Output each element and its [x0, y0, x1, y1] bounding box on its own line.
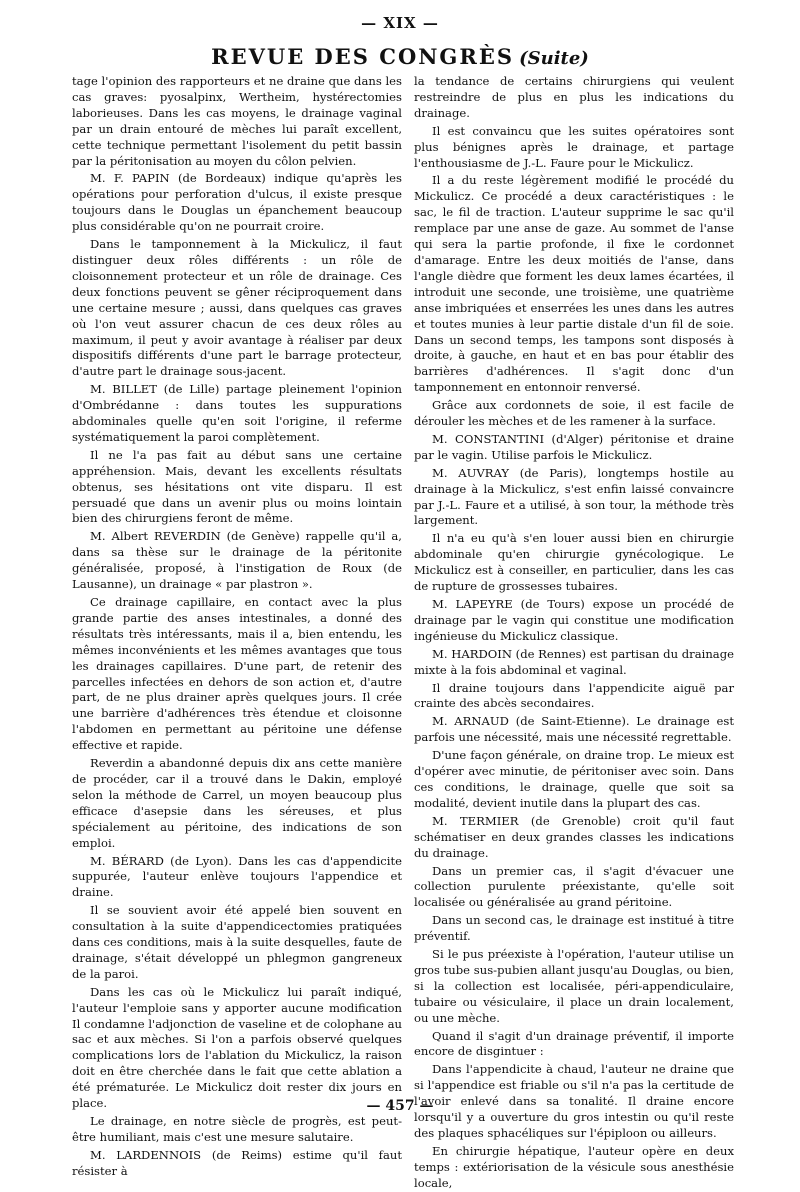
- paragraph: Ce drainage capillaire, en contact avec la plus grande partie des anses intestinales, a donné des résultats très intéressants, mais il a, bien entendu, les mêmes inconvénients et les mêmes avantages que tous les drainages capillaires. D'une part, de retenir des parcelles infectées en dehors de son action et, d'autre part, de ne plus drainer après quelques jours. Il crée une barrière d'adhérences très étendue et cloisonne l'abdomen en permettant au péritoine une défense effective et rapide.: [72, 595, 402, 753]
- paragraph: M. BÉRARD (de Lyon). Dans les cas d'appendicite suppurée, l'auteur enlève toujours l'appendice et draine.: [72, 853, 402, 900]
- paragraph: M. AUVRAY (de Paris), longtemps hostile au drainage à la Mickulicz, s'est enfin laissé convaincre par J.-L. Faure et a utilisé, à son tour, la méthode très largement.: [414, 465, 734, 528]
- paragraph: En chirurgie hépatique, l'auteur opère en deux temps : extériorisation de la vésicule sous anesthésie locale,: [414, 1143, 734, 1190]
- paragraph: Il a du reste légèrement modifié le procédé du Mickulicz. Ce procédé a deux caractéristiques : le sac, le fil de traction. L'auteur supprime le sac qu'il remplace par une anse de gaze. Au sommet de l'anse qui sera la partie profonde, il fixe le cordonnet d'amarage. Entre les deux moitiés de l'anse, dans l'angle dièdre que forment les deux lames écartées, il introduit une seconde, une troisième, une quatrième anse imbriquées et enserrées les unes dans les autres et toutes munies à leur partie distale d'un fil de soie. Dans un second temps, les tampons sont disposés à droite, à gauche, en haut et en bas pour établir des barrières d'adhérences. Il s'agit donc d'un tamponnement en entonnoir renversé.: [414, 173, 734, 395]
- paragraph: Le drainage, en notre siècle de progrès, est peut-être humiliant, mais c'est une mesure salutaire.: [72, 1114, 402, 1144]
- left-column: [72, 74, 402, 1180]
- right-column: [414, 74, 734, 1192]
- paragraph: M. LAPEYRE (de Tours) expose un procédé de drainage par le vagin qui constitue une modification ingénieuse du Mickulicz classique.: [414, 597, 734, 643]
- paragraph: M. CONSTANTINI (d'Alger) péritonise et draine par le vagin. Utilise parfois le Mickulicz.: [414, 431, 734, 462]
- paragraph: Dans les cas où le Mickulicz lui paraît indiqué, l'auteur l'emploie sans y apporter aucune modification Il condamne l'adjonction de vaseline et de colophane au sac et aux mèches. Si l'on a parfois observé quelques complications lors de l'ablation du Mickulicz, la raison doit en être cherchée dans le fait que cette ablation a été prématurée. Le Mickulicz doit rester dix jours en place.: [72, 984, 402, 1111]
- paragraph: M. HARDOIN (de Rennes) est partisan du drainage mixte à la fois abdominal et vaginal.: [414, 646, 734, 677]
- paragraph: tage l'opinion des rapporteurs et ne draine que dans les cas graves: pyosalpinx, Wertheim, hystérectomies laborieuses. Dans les cas moyens, le drainage vaginal par un drain entouré de mèches lui paraît excellent, cette technique permettant l'isolement du petit bassin par la péritonisation au moyen du côlon pelvien.: [72, 74, 402, 168]
- paragraph: Dans un second cas, le drainage est institué à titre préventif.: [414, 913, 734, 944]
- journal-title-main: REVUE DES CONGRÈS: [211, 44, 514, 69]
- paragraph: M. F. PAPIN (de Bordeaux) indique qu'après les opérations pour perforation d'ulcus, il existe presque toujours dans le Douglas un épanchement beaucoup plus considérable qu'on ne pourrait croire.: [72, 171, 402, 234]
- paragraph: M. ARNAUD (de Saint-Etienne). Le drainage est parfois une nécessité, mais une nécessité regrettable.: [414, 714, 734, 745]
- paragraph: Il est convaincu que les suites opératoires sont plus bénignes après le drainage, et partage l'enthousiasme de J.-L. Faure pour le Mickulicz.: [414, 123, 734, 170]
- journal-title-subtitle: (Suite): [519, 48, 589, 69]
- paragraph: Il n'a eu qu'à s'en louer aussi bien en chirurgie abdominale qu'en chirurgie gynécologique. Le Mickulicz est à conseiller, en particulier, dans les cas de rupture de grossesses tubaires.: [414, 531, 734, 594]
- paragraph: M. LARDENNOIS (de Reims) estime qu'il faut résister à: [72, 1147, 402, 1178]
- journal-title: [0, 44, 800, 69]
- paragraph: Dans un premier cas, il s'agit d'évacuer une collection purulente préexistante, qu'elle soit localisée ou généralisée au grand péritoine.: [414, 863, 734, 910]
- page-folio: — XIX —: [361, 14, 439, 32]
- page-number: — 457 —: [366, 1098, 434, 1114]
- paragraph: Il draine toujours dans l'appendicite aiguë par crainte des abcès secondaires.: [414, 680, 734, 711]
- paragraph: M. TERMIER (de Grenoble) croit qu'il faut schématiser en deux grandes classes les indications du drainage.: [414, 813, 734, 860]
- paragraph: M. BILLET (de Lille) partage pleinement l'opinion d'Ombrédanne : dans toutes les suppurations abdominales quelle qu'en soit l'origine, il referme systématiquement la paroi complètement.: [72, 382, 402, 444]
- paragraph: M. Albert REVERDIN (de Genève) rappelle qu'il a, dans sa thèse sur le drainage de la péritonite généralisée, proposé, à l'instigation de Roux (de Lausanne), un drainage « par plastron ».: [72, 529, 402, 592]
- paragraph: Il ne l'a pas fait au début sans une certaine appréhension. Mais, devant les excellents résultats obtenus, ses hésitations ont vite disparu. Il est persuadé que dans un avenir plus ou moins lointain bien des chirurgiens feront de même.: [72, 447, 402, 526]
- paragraph: Quand il s'agit d'un drainage préventif, il importe encore de disgintuer :: [414, 1028, 734, 1059]
- paragraph: D'une façon générale, on draine trop. Le mieux est d'opérer avec minutie, de péritoniser avec soin. Dans ces conditions, le drainage, quelle que soit sa modalité, devient inutile dans la plupart des cas.: [414, 748, 734, 810]
- paragraph: Grâce aux cordonnets de soie, il est facile de dérouler les mèches et de les ramener à la surface.: [414, 398, 734, 429]
- paragraph: Si le pus préexiste à l'opération, l'auteur utilise un gros tube sus-pubien allant jusqu'au Douglas, ou bien, si la collection est localisée, péri-appendiculaire, tubaire ou vésiculaire, il place un drain localement, ou une mèche.: [414, 947, 734, 1025]
- paragraph: Reverdin a abandonné depuis dix ans cette manière de procéder, car il a trouvé dans le Dakin, employé selon la méthode de Carrel, un moyen beaucoup plus efficace d'asepsie dans les séreuses, et plus spécialement au péritoine, des indications de son emploi.: [72, 756, 402, 850]
- paragraph: Dans le tamponnement à la Mickulicz, il faut distinguer deux rôles différents : un rôle de cloisonnement protecteur et un rôle de drainage. Ces deux fonctions peuvent se gêner réciproquement dans une certaine mesure ; aussi, dans quelques cas graves où l'on veut assurer chacun de ces deux rôles au maximum, il peut y avoir avantage à réaliser par deux dispositifs différents d'une part le barrage protecteur, d'autre part le drainage sous-jacent.: [72, 237, 402, 379]
- paragraph: la tendance de certains chirurgiens qui veulent restreindre de plus en plus les indications du drainage.: [414, 74, 734, 120]
- paragraph: Il se souvient avoir été appelé bien souvent en consultation à la suite d'appendicectomies pratiquées dans ces conditions, mais à la suite desquelles, faute de drainage, s'était développé un phlegmon gangreneux de la paroi.: [72, 903, 402, 981]
- paragraph: Dans l'appendicite à chaud, l'auteur ne draine que si l'appendice est friable ou s'il n'a pas la certitude de l'avoir enlevé dans sa tonalité. Il draine encore lorsqu'il y a ouverture du gros intestin ou qu'il reste des plaques sphacéliques sur l'épiploon ou ailleurs.: [414, 1062, 734, 1140]
